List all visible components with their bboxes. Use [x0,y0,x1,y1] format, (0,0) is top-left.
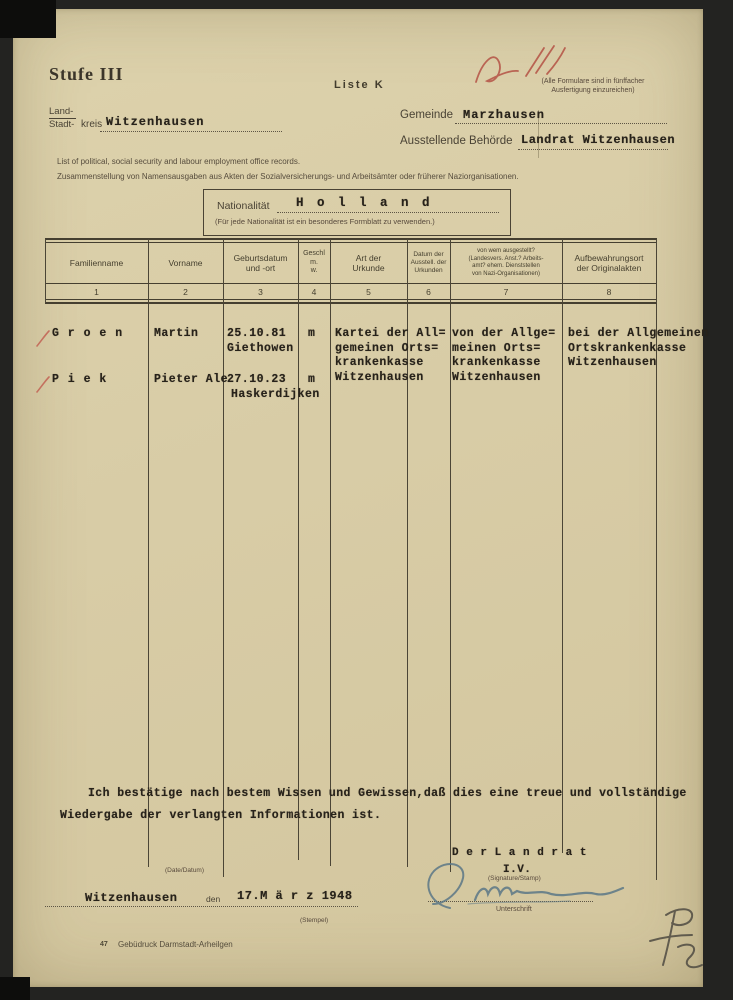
nationality-dotted-line [277,212,499,213]
land-label: Land- [49,106,74,117]
column-header-geburtsdatum: Geburtsdatum und -ort [233,253,288,273]
table-top-rule-heavy [45,238,657,240]
german-note: Zusammenstellung von Namensausgaben aus Akten der Sozialversicherungs- und Arbeitsämter oder früherer Naziorganisationen. [57,172,519,181]
stadt-label: Stadt- [49,119,75,130]
cell-familienname: P i e k [52,373,108,386]
cell-geschlecht: m [308,327,316,340]
column-number: 1 [94,287,99,297]
column-header-familienname: Familienname [69,258,124,268]
gemeinde-value: Marzhausen [463,108,546,122]
table-header-border-right [656,239,657,303]
scan-corner-shadow-bottomleft [0,977,30,1000]
handwritten-signature [420,858,630,914]
cell-geburtsdatum: 27.10.23 [227,373,287,386]
date-value: 17.M ä r z 1948 [237,889,353,903]
column-number: 7 [503,287,509,297]
table-column-line [562,304,563,853]
cell-urkunde: Kartei der All= gemeinen Orts= krankenkasse Witzenhausen [335,327,447,384]
red-check-mark [35,330,51,348]
kreis-value: Witzenhausen [106,115,205,129]
column-number: 2 [183,287,188,297]
cell-geburtsort: Haskerdijken [231,388,320,401]
unterschrift-label: Unterschrift [496,906,532,913]
confirmation-line2: Wiedergabe der verlangten Informationen ist. [60,809,382,822]
scanned-paper [13,9,703,987]
copies-note-line2: Ausfertigung einzureichen) [551,86,635,94]
column-number: 4 [311,287,317,297]
column-header-urkunde: Art der Urkunde [352,253,385,273]
behoerde-value: Landrat Witzenhausen [521,133,676,147]
table-column-line [330,304,331,866]
scan-corner-shadow-topleft [0,0,56,38]
table-column-line [407,304,408,867]
nationality-value: H o l l a n d [296,196,433,210]
gemeinde-label: Gemeinde [400,109,454,121]
cell-familienname: G r o e n [52,327,124,340]
landrat-title: D e r L a n d r a t [452,847,587,859]
column-number: 6 [426,287,431,297]
form-level-title: Stufe III [49,64,124,84]
cell-ausgestellt: von der Allge= meinen Orts= krankenkasse Witzenhausen [452,327,556,384]
confirmation-line1: Ich bestätige nach bestem Wissen und Gewissen,daß dies eine treue und vollständige [88,787,687,800]
column-header-geschlecht: Geschl m. w. [303,250,325,275]
table-number-row-rule-heavy [45,302,657,304]
nationality-box [203,189,511,236]
column-header-datum: Datum der Ausstell. der Urkunden [410,251,447,274]
kreis-dotted-line [100,131,282,132]
column-number: 8 [606,287,612,297]
date-dotted-line [45,906,358,907]
behoerde-dotted-line [518,149,668,150]
english-note: List of political, social security and labour employment office records. [57,157,301,166]
copies-note-line1: (Alle Formulare sind in fünffacher [541,78,645,85]
column-header-ausgestellt: von wem ausgestellt? (Landesvers. Anst.? Arbeits- amt? ehem. Dienststellen von Nazi-Organisationen) [468,248,544,277]
nationality-label: Nationalität [217,200,270,212]
column-number: 3 [258,287,263,297]
behoerde-label: Ausstellende Behörde [400,135,513,147]
cell-vorname: Pieter Ale [154,373,229,386]
column-number: 5 [366,287,371,297]
list-title: Liste K [334,79,385,91]
cell-vorname: Martin [154,327,199,340]
cell-geburtsdatum: 25.10.81 [227,327,287,340]
imprint-number: 47 [100,941,108,948]
cell-geburtsort: Giethowen [227,342,294,355]
paper-crease [538,110,539,158]
column-header-aufbewahrungsort: Aufbewahrungsort der Originalakten [574,253,644,273]
table-column-line [148,304,149,867]
signature-stamp-label: (Signature/Stamp) [488,875,541,882]
table-header-bottom-rule [45,283,657,284]
cell-aufbewahrung: bei der Allgemeinen Ortskrankenkasse Witzenhausen [568,327,709,369]
pencil-initials-mark [638,903,716,981]
red-check-mark [35,376,51,394]
stempel-label: (Stempel) [300,917,329,924]
kreis-label: kreis [81,119,103,130]
iv-abbrev: I.V. [503,864,532,876]
red-pencil-annotation [468,40,578,92]
date-label: (Date/Datum) [165,867,205,874]
cell-geschlecht: m [308,373,316,386]
gemeinde-dotted-line [455,123,667,124]
den-label: den [206,894,221,904]
table-number-row-rule-thin [45,299,657,300]
printer-imprint: Gebüdruck Darmstadt-Arheilgen [118,940,233,949]
nationality-note: (Für jede Nationalität ist ein besonderes Formblatt zu verwenden.) [215,217,435,226]
column-header-vorname: Vorname [168,258,203,268]
date-city-value: Witzenhausen [85,891,178,905]
